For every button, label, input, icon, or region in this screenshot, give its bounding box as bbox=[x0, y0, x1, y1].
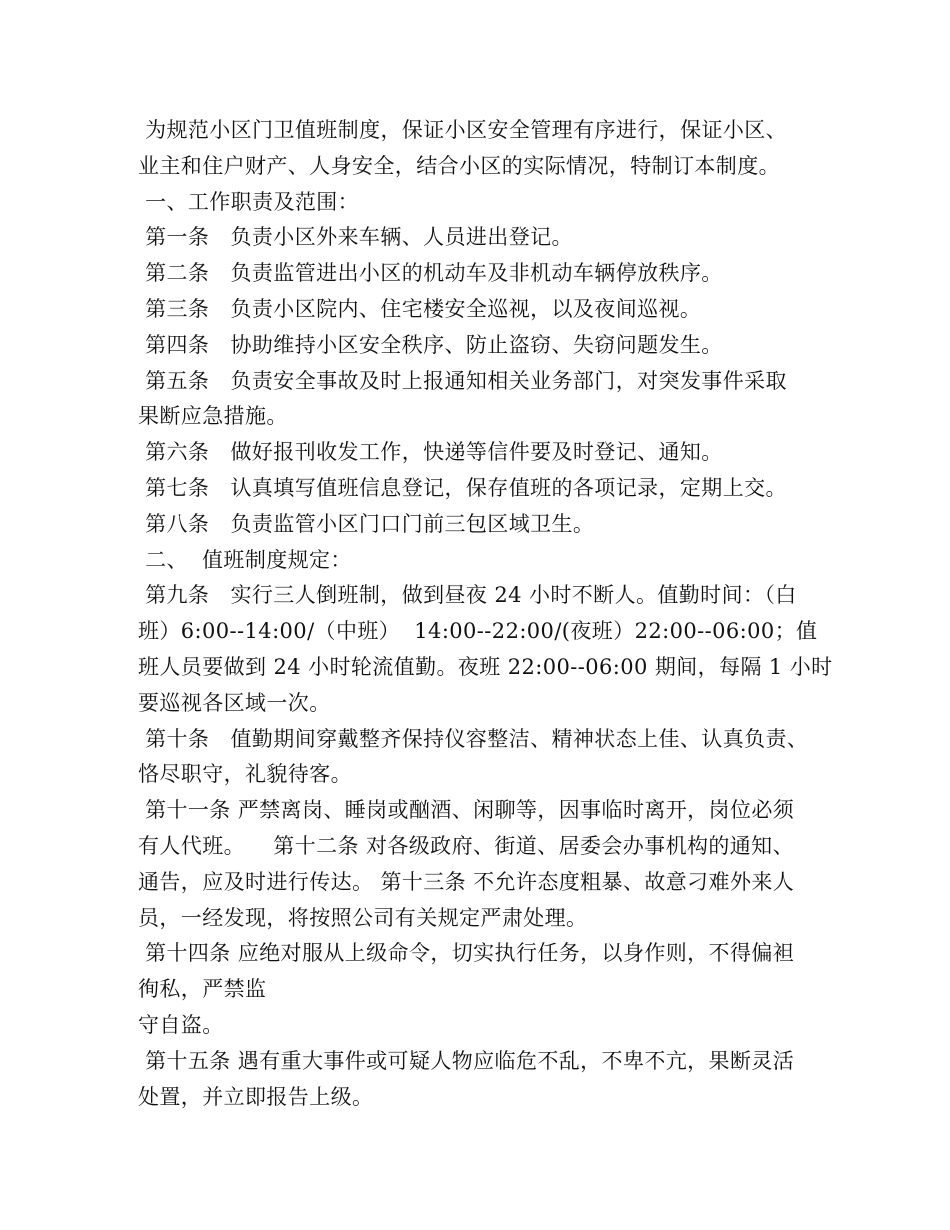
section-heading: 二、 值班制度规定： bbox=[138, 547, 352, 572]
text-line: 通告，应及时进行传达。 第十三条 不允许态度粗暴、故意刁难外来人 bbox=[138, 869, 795, 894]
text-line: 徇私，严禁监 bbox=[138, 977, 267, 1002]
article-line: 第六条 做好报刊收发工作，快递等信件要及时登记、通知。 bbox=[138, 440, 723, 465]
text-line: 员，一经发现，将按照公司有关规定严肃处理。 bbox=[138, 905, 588, 930]
text-line: 要巡视各区域一次。 bbox=[138, 690, 331, 715]
text-line: 为规范小区门卫值班制度，保证小区安全管理有序进行，保证小区、 bbox=[138, 118, 788, 142]
text-line: 业主和住户财产、人身安全，结合小区的实际情况，特制订本制度。 bbox=[138, 153, 780, 178]
article-line: 第七条 认真填写值班信息登记，保存值班的各项记录，定期上交。 bbox=[138, 475, 787, 500]
text-line: 恪尽职守，礼貌待客。 bbox=[138, 762, 352, 787]
article-line: 第十五条 遇有重大事件或可疑人物应临危不乱，不卑不亢，果断灵活 bbox=[138, 1048, 795, 1073]
article-line: 第八条 负责监管小区门口门前三包区域卫生。 bbox=[138, 511, 595, 536]
article-line: 第九条 实行三人倒班制，做到昼夜 24 小时不断人。值勤时间：（白 bbox=[138, 583, 797, 608]
article-line: 第十四条 应绝对服从上级命令，切实执行任务，以身作则，不得偏袒 bbox=[138, 941, 795, 966]
document-body bbox=[138, 113, 833, 1115]
text-line: 有人代班。 第十二条 对各级政府、街道、居委会办事机构的通知、 bbox=[138, 833, 794, 858]
text-line: 班人员要做到 24 小时轮流值勤。夜班 22:00--06:00 期间，每隔 1 小时 bbox=[138, 654, 833, 679]
article-line: 第一条 负责小区外来车辆、人员进出登记。 bbox=[138, 225, 573, 250]
section-heading: 一、工作职责及范围： bbox=[138, 189, 360, 214]
article-line: 第四条 协助维持小区安全秩序、防止盗窃、失窃问题发生。 bbox=[138, 332, 723, 357]
article-line: 第三条 负责小区院内、住宅楼安全巡视，以及夜间巡视。 bbox=[138, 296, 702, 321]
text-line: 处置，并立即报告上级。 bbox=[138, 1084, 374, 1109]
text-line: 守自盗。 bbox=[138, 1012, 224, 1037]
article-line: 第二条 负责监管进出小区的机动车及非机动车辆停放秩序。 bbox=[138, 261, 723, 286]
text-line: 班）6:00--14:00/（中班） 14:00--22:00/(夜班）22:00--06:00；值 bbox=[138, 619, 818, 644]
article-line: 第十条 值勤期间穿戴整齐保持仪容整洁、精神状态上佳、认真负责、 bbox=[138, 726, 809, 751]
text-line: 果断应急措施。 bbox=[138, 404, 288, 429]
article-line: 第十一条 严禁离岗、睡岗或酗酒、闲聊等，因事临时离开，岗位必须 bbox=[138, 798, 795, 823]
article-line: 第五条 负责安全事故及时上报通知相关业务部门，对突发事件采取 bbox=[138, 368, 787, 393]
